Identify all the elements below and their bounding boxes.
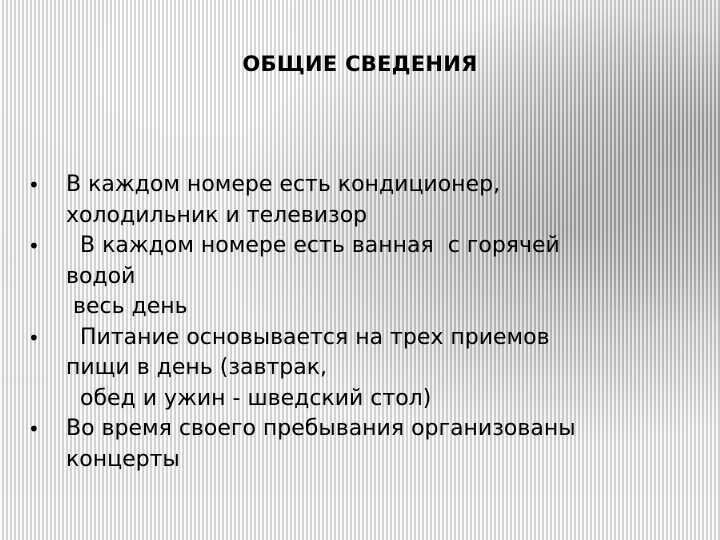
list-item-line: пищи в день (завтрак, xyxy=(66,355,328,380)
list-item xyxy=(28,170,698,231)
list-item xyxy=(28,323,698,415)
list-item-line: концерты xyxy=(66,446,180,472)
list-item-line: весь день xyxy=(66,294,188,319)
list-item xyxy=(28,414,698,475)
list-item-line: Питание основывается на трех приемов xyxy=(66,324,550,350)
list-item-line: обед и ужин - шведский стол) xyxy=(66,385,432,411)
list-item-line: холодильник и телевизор xyxy=(66,202,368,228)
slide-title: ОБЩИЕ СВЕДЕНИЯ xyxy=(242,52,478,76)
bullet-icon: • xyxy=(28,173,40,197)
bullet-icon: • xyxy=(28,417,40,441)
bullet-list xyxy=(28,170,698,475)
list-item xyxy=(28,231,698,323)
list-item-line: Во время своего пребывания организованы xyxy=(66,416,576,441)
bullet-icon: • xyxy=(28,325,40,350)
list-item-line: В каждом номере есть ванная с горячей xyxy=(66,233,560,258)
list-item-line: водой xyxy=(66,263,136,289)
list-item-line: В каждом номере есть кондиционер, xyxy=(66,172,501,197)
bullet-icon: • xyxy=(28,234,40,258)
